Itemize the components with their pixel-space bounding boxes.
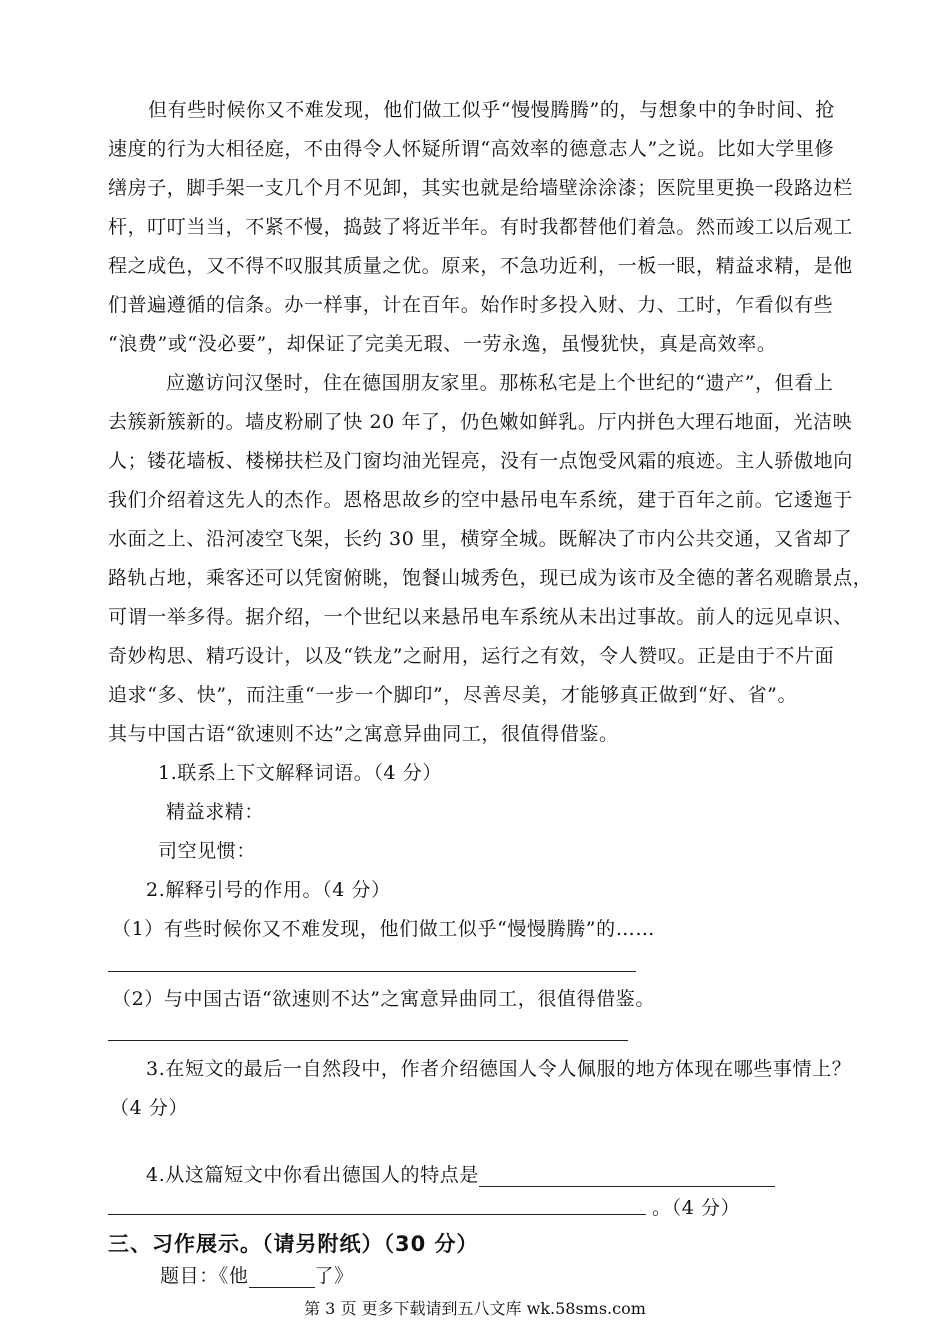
paragraph-line: 们普遍遵循的信条。办一样事，计在百年。始作时多投入财、力、工时，乍看似有些 <box>108 294 834 316</box>
paragraph-line: 应邀访问汉堡时，住在德国朋友家里。那栋私宅是上个世纪的“遗产”，但看上 <box>166 372 834 394</box>
question-2-item-1: （1）有些时候你又不难发现，他们做工似乎“慢慢腾腾”的…… <box>112 918 655 940</box>
paragraph-line: 追求“多、快”，而注重“一步一个脚印”，尽善尽美，才能够真正做到“好、省”。 <box>108 684 798 706</box>
question-4-prompt <box>146 1163 775 1187</box>
question-3-line-2: （4 分） <box>110 1097 189 1119</box>
answer-blank[interactable] <box>479 1166 775 1187</box>
paragraph-line: 水面之上、沿河凌空飞架，长约 30 里，横穿全城。既解决了市内公共交通，又省却了 <box>108 528 853 550</box>
paragraph-line: 缮房子，脚手架一支几个月不见卸，其实也就是给墙壁涂涂漆；医院里更换一段路边栏 <box>108 177 853 199</box>
topic-blank[interactable] <box>249 1267 315 1288</box>
paragraph-line: 路轨占地，乘客还可以凭窗俯眺，饱餐山城秀色，现已成为该市及全德的著名观瞻景点， <box>108 567 873 589</box>
paragraph-line: “浪费”或“没必要”，却保证了完美无瑕、一劳永逸，虽慢犹快，真是高效率。 <box>108 333 777 355</box>
paragraph-line: 杆，叮叮当当，不紧不慢，捣鼓了将近半年。有时我都替他们着急。然而竣工以后观工 <box>108 216 853 238</box>
question-3-line-1: 3.在短文的最后一自然段中，作者介绍德国人令人佩服的地方体现在哪些事情上？ <box>146 1058 852 1080</box>
question-1-title: 1.联系上下文解释词语。（4 分） <box>158 762 442 784</box>
answer-line[interactable] <box>108 971 636 972</box>
essay-topic <box>160 1264 354 1288</box>
question-2-item-2: （2）与中国古语“欲速则不达”之寓意异曲同工，很值得借鉴。 <box>112 988 655 1010</box>
paragraph-line: 奇妙构思、精巧设计，以及“铁龙”之耐用，运行之有效，令人赞叹。正是由于不片面 <box>108 645 835 667</box>
paragraph-line: 去簇新簇新的。墙皮粉刷了快 20 年了，仍色嫩如鲜乳。厅内拼色大理石地面，光洁映 <box>108 411 853 433</box>
paragraph-line: 可谓一举多得。据介绍，一个世纪以来悬吊电车系统从未出过事故。前人的远见卓识、 <box>108 606 853 628</box>
essay-topic-suffix: 了》 <box>314 1265 354 1287</box>
question-2-title: 2.解释引号的作用。（4 分） <box>146 879 391 901</box>
page-footer: 第 3 页 更多下载请到五八文库 wk.58sms.com <box>304 1299 646 1318</box>
essay-topic-prefix: 题目：《他 <box>160 1265 249 1287</box>
paragraph-line: 人；镂花墙板、楼梯扶栏及门窗均油光锃亮，没有一点饱受风霜的痕迹。主人骄傲地向 <box>108 450 853 472</box>
question-4-score: 。（4 分） <box>652 1197 741 1219</box>
paragraph-line: 但有些时候你又不难发现，他们做工似乎“慢慢腾腾”的，与想象中的争时间、抢 <box>148 99 836 121</box>
question-4-prefix: 4.从这篇短文中你看出德国人的特点是 <box>146 1164 479 1186</box>
question-1-term-1: 精益求精： <box>166 801 265 823</box>
answer-line[interactable] <box>108 1040 628 1041</box>
paragraph-line: 速度的行为大相径庭，不由得令人怀疑所谓“高效率的德意志人”之说。比如大学里修 <box>108 138 835 160</box>
paragraph-line: 我们介绍着这先人的杰作。恩格思故乡的空中悬吊电车系统，建于百年之前。它逶迤于 <box>108 489 853 511</box>
paragraph-line: 程之成色，又不得不叹服其质量之优。原来，不急功近利，一板一眼，精益求精，是他 <box>108 255 853 277</box>
paragraph-line: 其与中国古语“欲速则不达”之寓意异曲同工，很值得借鉴。 <box>108 723 619 745</box>
question-1-term-2: 司空见惯： <box>158 840 257 862</box>
answer-line[interactable] <box>108 1214 646 1215</box>
section-3-heading: 三、习作展示。（请另附纸）（30 分） <box>108 1232 479 1256</box>
